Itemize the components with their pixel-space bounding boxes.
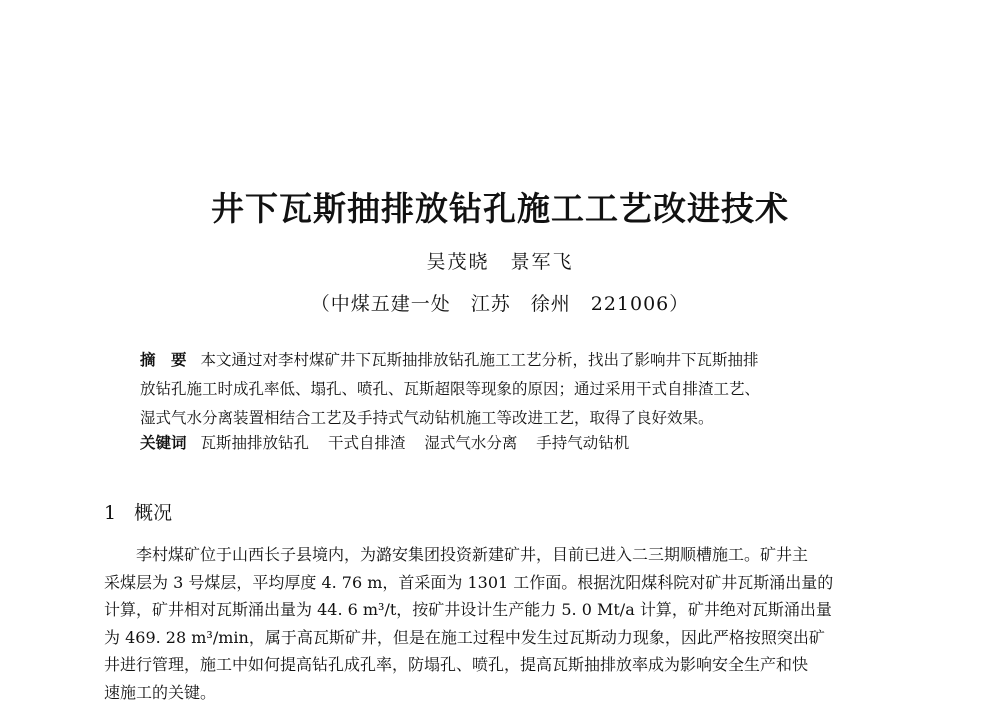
paper-affiliation: （中煤五建一处 江苏 徐州 221006）	[0, 289, 1000, 316]
body-paragraph	[104, 541, 896, 706]
body-line: 速施工的关键。	[104, 679, 896, 706]
abstract-block	[140, 346, 870, 433]
abstract-line: 放钻孔施工时成孔率低、塌孔、喷孔、瓦斯超限等现象的原因；通过采用干式自排渣工艺、	[140, 375, 870, 404]
keywords-label: 关键词	[140, 434, 187, 452]
body-line: 为 469. 28 m³/min，属于高瓦斯矿井，但是在施工过程中发生过瓦斯动力现象，因此严格按照突出矿	[104, 624, 896, 652]
body-line: 采煤层为 3 号煤层，平均厚度 4. 76 m，首采面为 1301 工作面。根据沈阳煤科院对矿井瓦斯涌出量的	[104, 569, 896, 597]
section-heading	[104, 498, 172, 525]
keywords-block	[140, 432, 870, 454]
abstract-line: 湿式气水分离装置相结合工艺及手持式气动钻机施工等改进工艺，取得了良好效果。	[140, 404, 870, 433]
body-line: 井进行管理，施工中如何提高钻孔成孔率，防塌孔、喷孔，提高瓦斯抽排放率成为影响安全生产和快	[104, 651, 896, 679]
section-title: 概况	[134, 502, 172, 524]
paper-authors: 吴茂晓 景军飞	[0, 247, 1000, 274]
keywords-text: 瓦斯抽排放钻孔 干式自排渣 湿式气水分离 手持气动钻机	[201, 434, 630, 452]
abstract-line	[140, 346, 870, 375]
abstract-text: 本文通过对李村煤矿井下瓦斯抽排放钻孔施工工艺分析，找出了影响井下瓦斯抽排	[201, 351, 759, 369]
body-line: 计算，矿井相对瓦斯涌出量为 44. 6 m³/t，按矿井设计生产能力 5. 0 Mt/a 计算，矿井绝对瓦斯涌出量	[104, 596, 896, 624]
body-line: 李村煤矿位于山西长子县境内，为潞安集团投资新建矿井，目前已进入二三期顺槽施工。矿井主	[104, 541, 896, 569]
section-number: 1	[104, 502, 116, 524]
abstract-label: 摘 要	[140, 351, 187, 369]
paper-title: 井下瓦斯抽排放钻孔施工工艺改进技术	[0, 183, 1000, 230]
